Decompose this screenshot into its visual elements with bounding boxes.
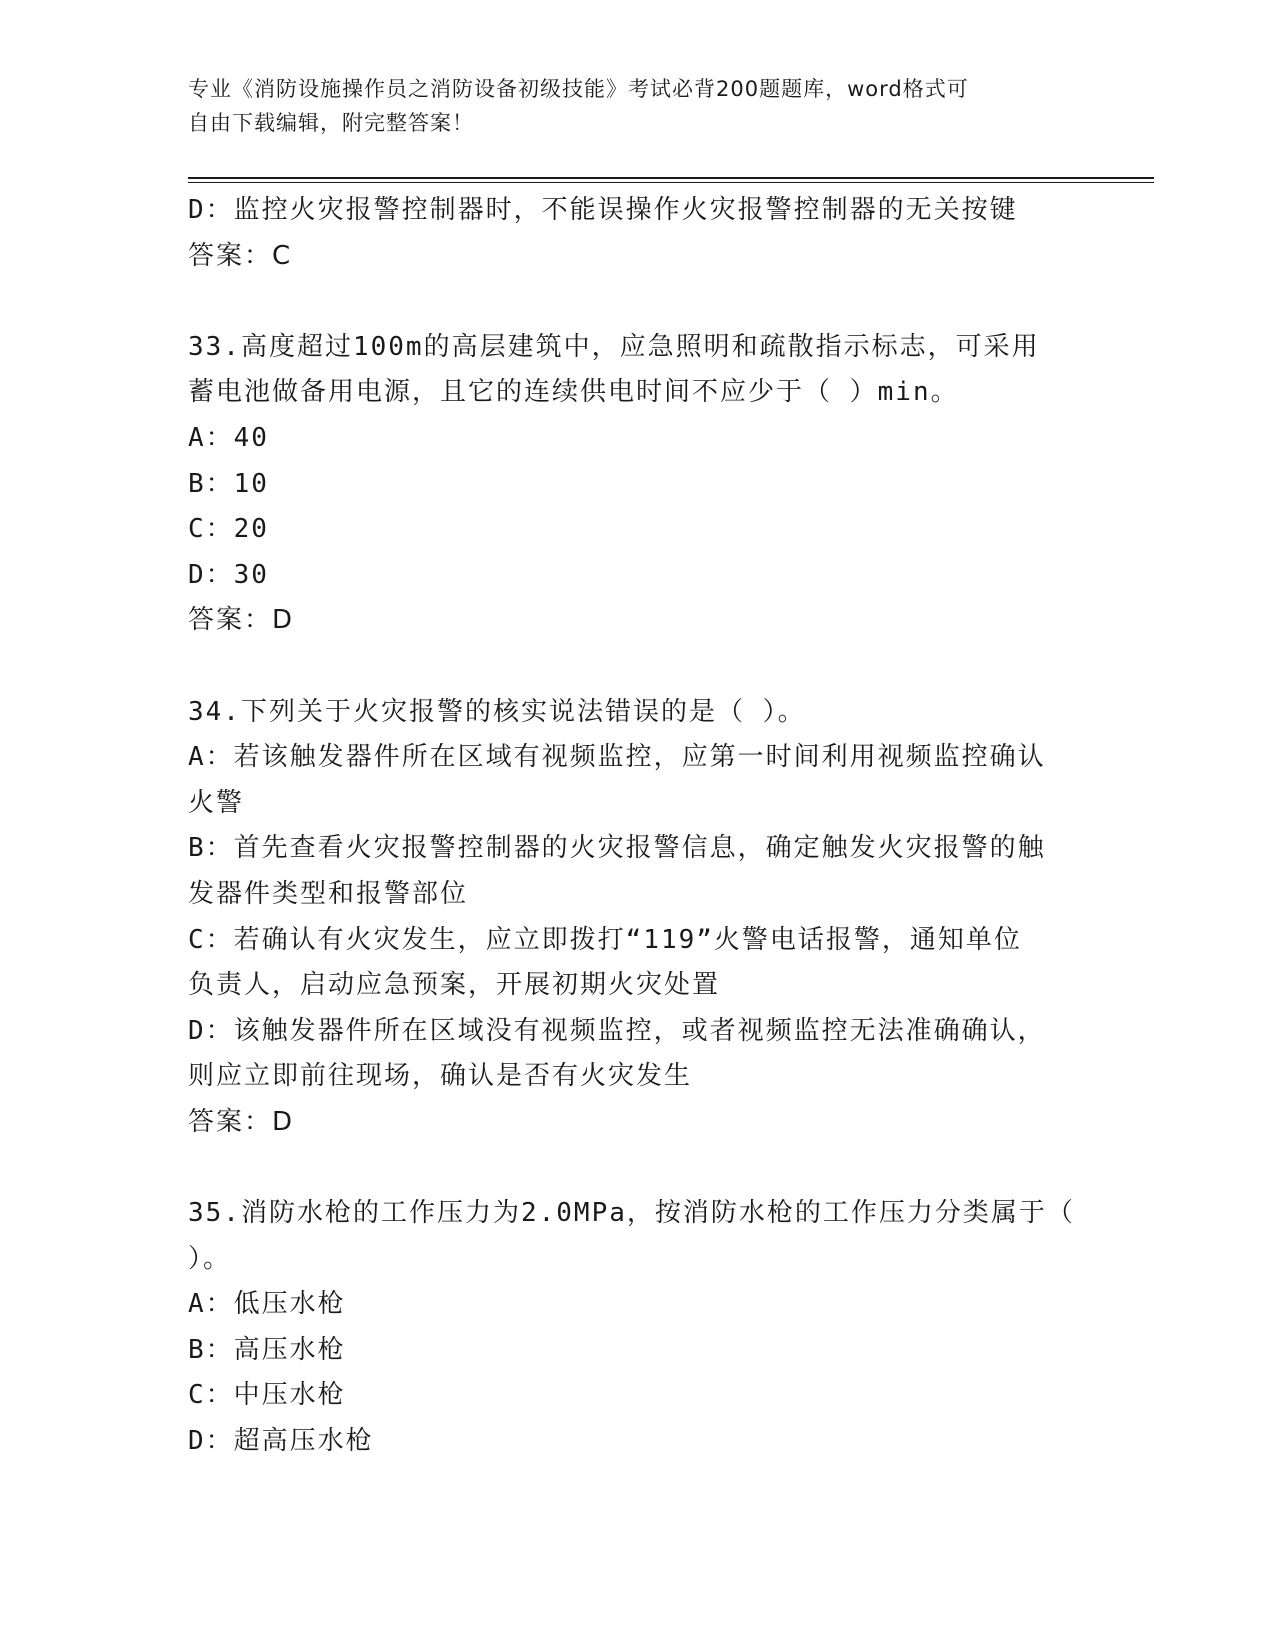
option-c-line-1: C：若确认有火灾发生，应立即拨打“119”火警电话报警，通知单位 [188,924,1022,955]
question-33 [188,325,1088,644]
answer-line: 答案：D [188,1106,295,1137]
option-b: B：10 [188,468,269,499]
question-stem: 34.下列关于火灾报警的核实说法错误的是（ ）。 [188,696,806,727]
option-d-line-1: D：该触发器件所在区域没有视频监控，或者视频监控无法准确确认， [188,1015,1046,1046]
header-title-line-2: 自由下载编辑，附完整答案！ [188,111,474,135]
question-stem-line-1: 33.高度超过100m的高层建筑中，应急照明和疏散指示标志，可采用 [188,331,1040,362]
option-a: A：低压水枪 [188,1289,346,1320]
header-title-line-1: 专业《消防设施操作员之消防设备初级技能》考试必背200题题库，word格式可 [188,77,969,101]
option-d: D：监控火灾报警控制器时，不能误操作火灾报警控制器的无关按键 [188,195,1018,225]
question-stem-line-1: 35.消防水枪的工作压力为2.0MPa，按消防水枪的工作压力分类属于（ [188,1198,1075,1229]
question-35 [188,1191,1088,1465]
option-b-line-2: 发器件类型和报警部位 [188,878,469,909]
question-34 [188,690,1088,1146]
header-divider-thin [188,182,1154,183]
question-stem-line-2: 蓄电池做备用电源，且它的连续供电时间不应少于（ ）min。 [188,377,959,408]
option-d: D：30 [188,559,269,590]
option-d-line-2: 则应立即前往现场，确认是否有火灾发生 [188,1061,693,1092]
option-c: C：20 [188,514,269,545]
question-content [188,188,1088,1465]
spacer [188,644,1088,690]
option-a: A：40 [188,422,269,453]
option-a-line-2: 火警 [188,787,245,818]
option-c: C：中压水枪 [188,1380,346,1411]
answer-line: 答案：D [188,605,295,636]
answer-line: 答案：C [188,240,293,271]
header-divider-thick [188,177,1154,179]
option-d: D：超高压水枪 [188,1426,374,1457]
spacer [188,1145,1088,1191]
document-header [188,72,1068,140]
spacer [188,279,1088,325]
option-c-line-2: 负责人，启动应急预案，开展初期火灾处置 [188,970,721,1001]
question-stem-line-2: ）。 [188,1243,232,1274]
option-b-line-1: B：首先查看火灾报警控制器的火灾报警信息，确定触发火灾报警的触 [188,833,1046,864]
option-a-line-1: A：若该触发器件所在区域有视频监控，应第一时间利用视频监控确认 [188,742,1046,773]
option-b: B：高压水枪 [188,1334,346,1365]
question-32-tail [188,188,1088,279]
